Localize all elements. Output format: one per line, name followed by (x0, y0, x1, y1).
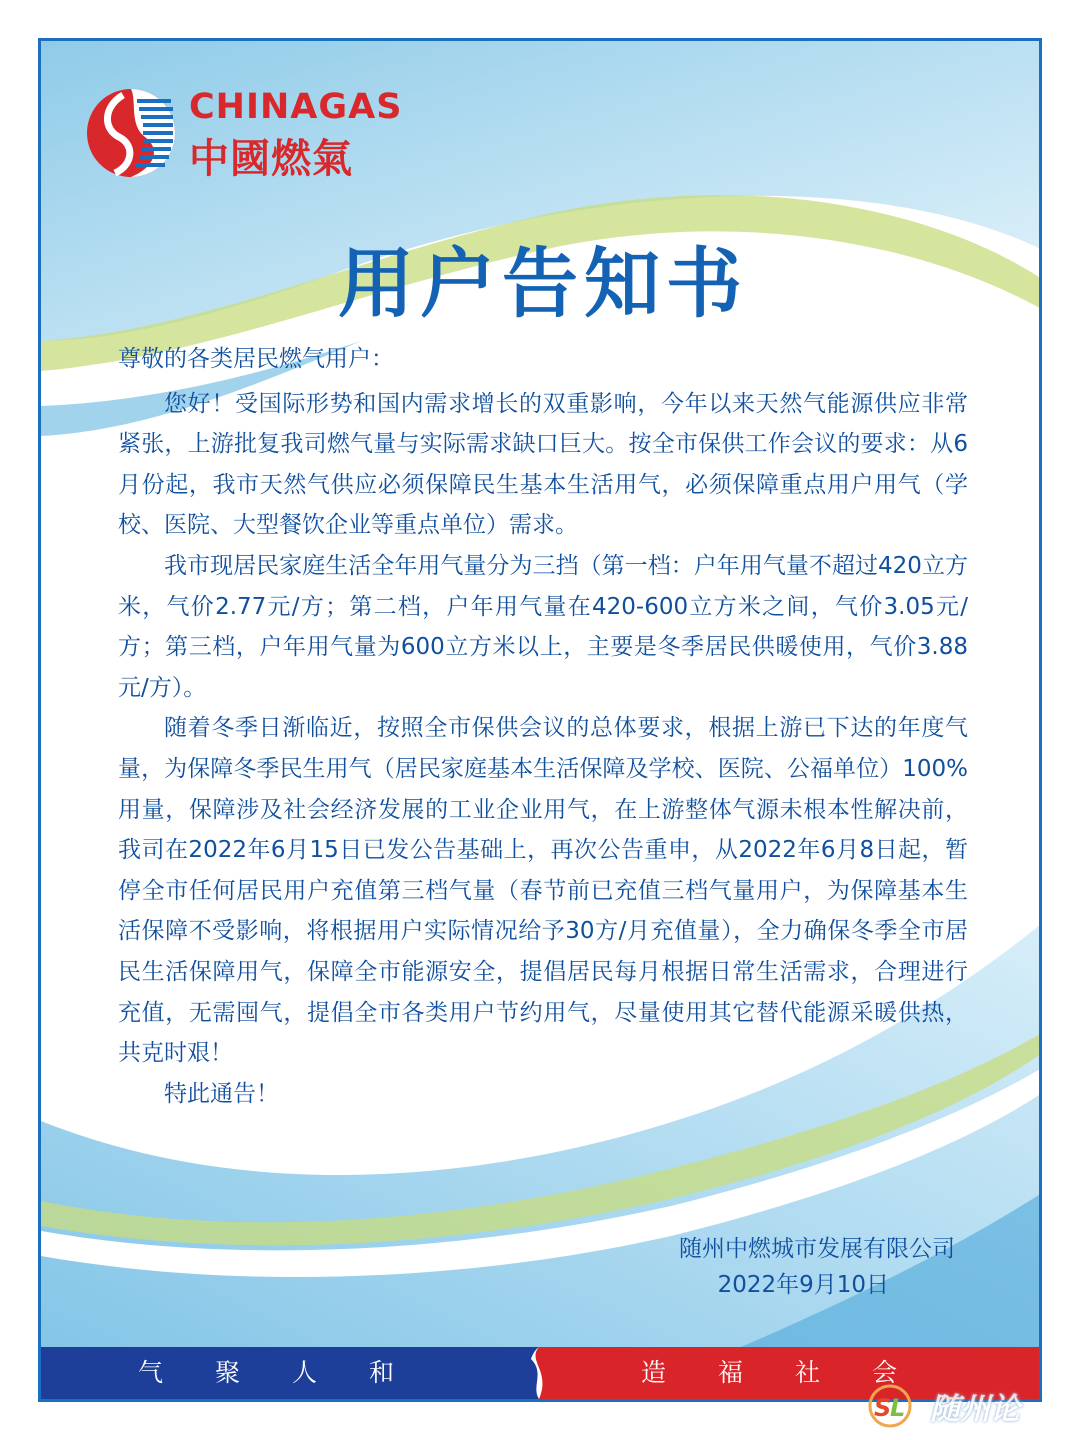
greeting: 尊敬的各类居民燃气用户： (118, 346, 394, 372)
notice-title: 用户告知书 (338, 239, 748, 328)
svg-text:L: L (890, 1394, 906, 1422)
logo-text-en: CHINAGAS (189, 87, 403, 127)
paragraph-3: 随着冬季日渐临近，按照全市保供会议的总体要求，根据上游已下达的年度气量，为保障冬季民生用气（居民家庭基本生活保障及学校、医院、公福单位）100%用量，保障涉及社会经济发展的工业企业用气，在上游整体气源未根本性解决前，我司在2022年6月15日已发公告基础上，再次公告重申，从2022年6月8日起，暂停全市任何居民用户充值第三档气量（春节前已充值三档气量用户，为保障基本生活保障不受影响，将根据用户实际情况给予30方/月充值量），全力确保冬季全市居民生活保障用气，保障全市能源安全，提倡居民每月根据日常生活需求，合理进行充值，无需囤气，提倡全市各类用户节约用气，尽量使用其它替代能源采暖供热，共克时艰！ (118, 715, 968, 1067)
logo-text-cn: 中國燃氣 (189, 136, 353, 182)
watermark-text: 随州论 (930, 1392, 1020, 1427)
signature-block (679, 1231, 955, 1303)
notice-body (118, 339, 968, 1114)
watermark (862, 1380, 1062, 1430)
notice-poster (38, 38, 1042, 1402)
sl-watermark-icon (862, 1380, 920, 1430)
flame-divider-icon (519, 1347, 559, 1399)
chinagas-logo (85, 87, 403, 182)
notice-date: 2022年9月10日 (717, 1272, 889, 1298)
company-name: 随州中燃城市发展有限公司 (679, 1236, 955, 1262)
chinagas-logo-icon (85, 87, 177, 179)
paragraph-1: 您好！受国际形势和国内需求增长的双重影响，今年以来天然气能源供应非常紧张，上游批复我司燃气量与实际需求缺口巨大。按全市保供工作会议的要求：从6月份起，我市天然气供应必须保障民生基本生活用气，必须保障重点用户用气（学校、医院、大型餐饮企业等重点单位）需求。 (118, 390, 968, 539)
paragraph-4: 特此通告！ (164, 1080, 279, 1107)
footer-slogan-right: 造福社会 (641, 1358, 950, 1387)
svg-text:S: S (874, 1394, 892, 1422)
footer-slogan-left: 气聚人和 (138, 1358, 447, 1387)
paragraph-2: 我市现居民家庭生活全年用气量分为三挡（第一档：户年用气量不超过420立方米，气价2.77元/方；第二档，户年用气量在420-600立方米之间，气价3.05元/方；第三档，户年用气量为600立方米以上，主要是冬季居民供暖使用，气价3.88元/方）。 (118, 552, 968, 701)
